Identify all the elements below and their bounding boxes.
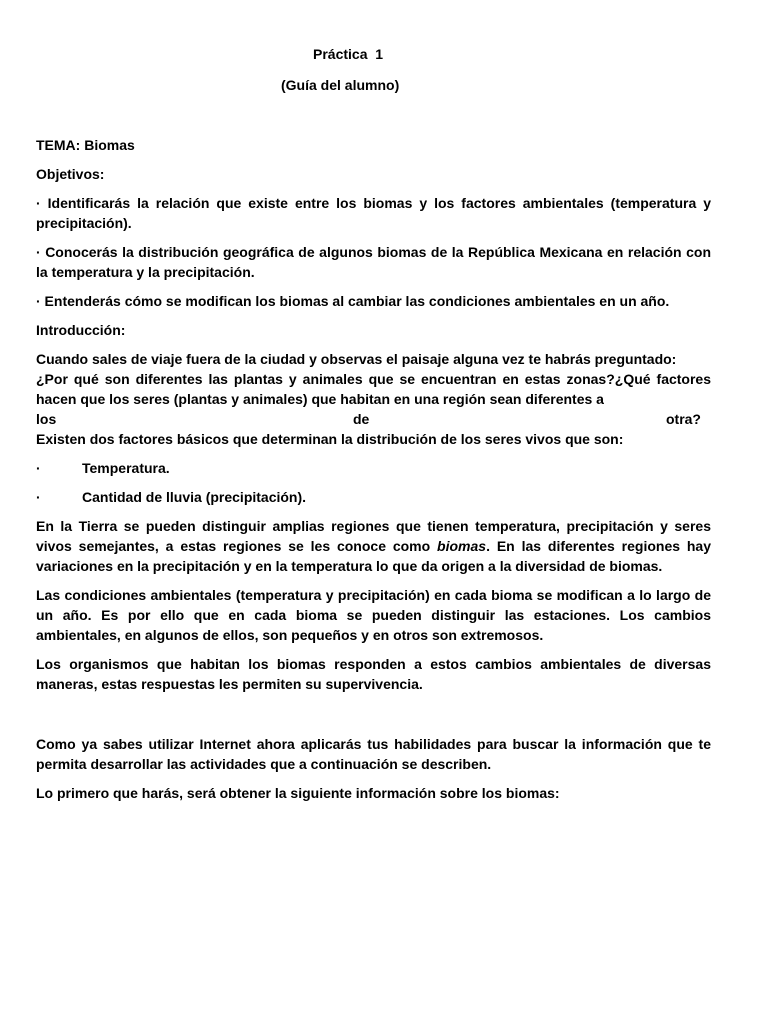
biomes-text: En la Tierra se pueden distinguir amplias regiones que tienen temperatura, precipitación y seres vivos semejantes, a estas regiones se les conoce como	[36, 518, 711, 554]
first-task-paragraph: Lo primero que harás, será obtener la siguiente información sobre los biomas:	[36, 785, 560, 801]
intro-question-last-line	[36, 409, 711, 429]
bullet-mark: ·	[36, 489, 41, 505]
bullet-mark: ·	[36, 460, 41, 476]
intro-question: ¿Por qué son diferentes las plantas y animales que se encuentran en estas zonas?¿Qué factores hacen que los seres (plantas y animales) que habitan en una región sean diferentes a	[36, 371, 711, 407]
intro-word: los	[36, 411, 57, 427]
intro-paragraph: Cuando sales de viaje fuera de la ciudad y observas el paisaje alguna vez te habrás preguntado:	[36, 351, 677, 367]
practice-title: Práctica 1	[313, 46, 384, 62]
internet-paragraph: Como ya sabes utilizar Internet ahora aplicarás tus habilidades para buscar la información que te permita desarrollar las actividades que a continuación se describen.	[36, 736, 711, 772]
factors-intro: Existen dos factores básicos que determinan la distribución de los seres vivos que son:	[36, 431, 624, 447]
factor-item	[36, 487, 711, 507]
intro-word: otra?	[665, 411, 701, 427]
factor-label: Temperatura.	[82, 460, 170, 476]
factor-item	[36, 458, 711, 478]
objectives-heading: Objetivos:	[36, 166, 105, 182]
objective-item: · Entenderás cómo se modifican los biomas al cambiar las condiciones ambientales en un año.	[36, 293, 670, 309]
intro-word: de	[352, 411, 370, 427]
organisms-paragraph: Los organismos que habitan los biomas responden a estos cambios ambientales de diversas maneras, estas respuestas les permiten su supervivencia.	[36, 656, 711, 692]
spacer	[36, 703, 711, 734]
introduction-heading: Introducción:	[36, 322, 126, 338]
practice-subtitle: (Guía del alumno)	[281, 77, 400, 93]
biomes-paragraph	[36, 516, 711, 576]
conditions-paragraph: Las condiciones ambientales (temperatura y precipitación) en cada bioma se modifican a lo largo de un año. Es por ello que en cada bioma se pueden distinguir las estaciones. Los cambios ambientales, en algunos de ellos, son pequeños y en otros son extremosos.	[36, 587, 711, 643]
objective-item: · Identificarás la relación que existe entre los biomas y los factores ambientales (temperatura y precipitación).	[36, 195, 711, 231]
document-body	[36, 135, 711, 812]
topic-heading: TEMA: Biomas	[36, 137, 135, 153]
biomes-text-end: . En las diferentes regiones hay variaciones en la precipitación y en la temperatura lo que da origen a la diversidad de biomas.	[36, 538, 711, 574]
factor-label: Cantidad de lluvia (precipitación).	[82, 489, 307, 505]
biomes-term: biomas	[437, 538, 487, 554]
objective-item: · Conocerás la distribución geográfica de algunos biomas de la República Mexicana en relación con la temperatura y la precipitación.	[36, 244, 711, 280]
